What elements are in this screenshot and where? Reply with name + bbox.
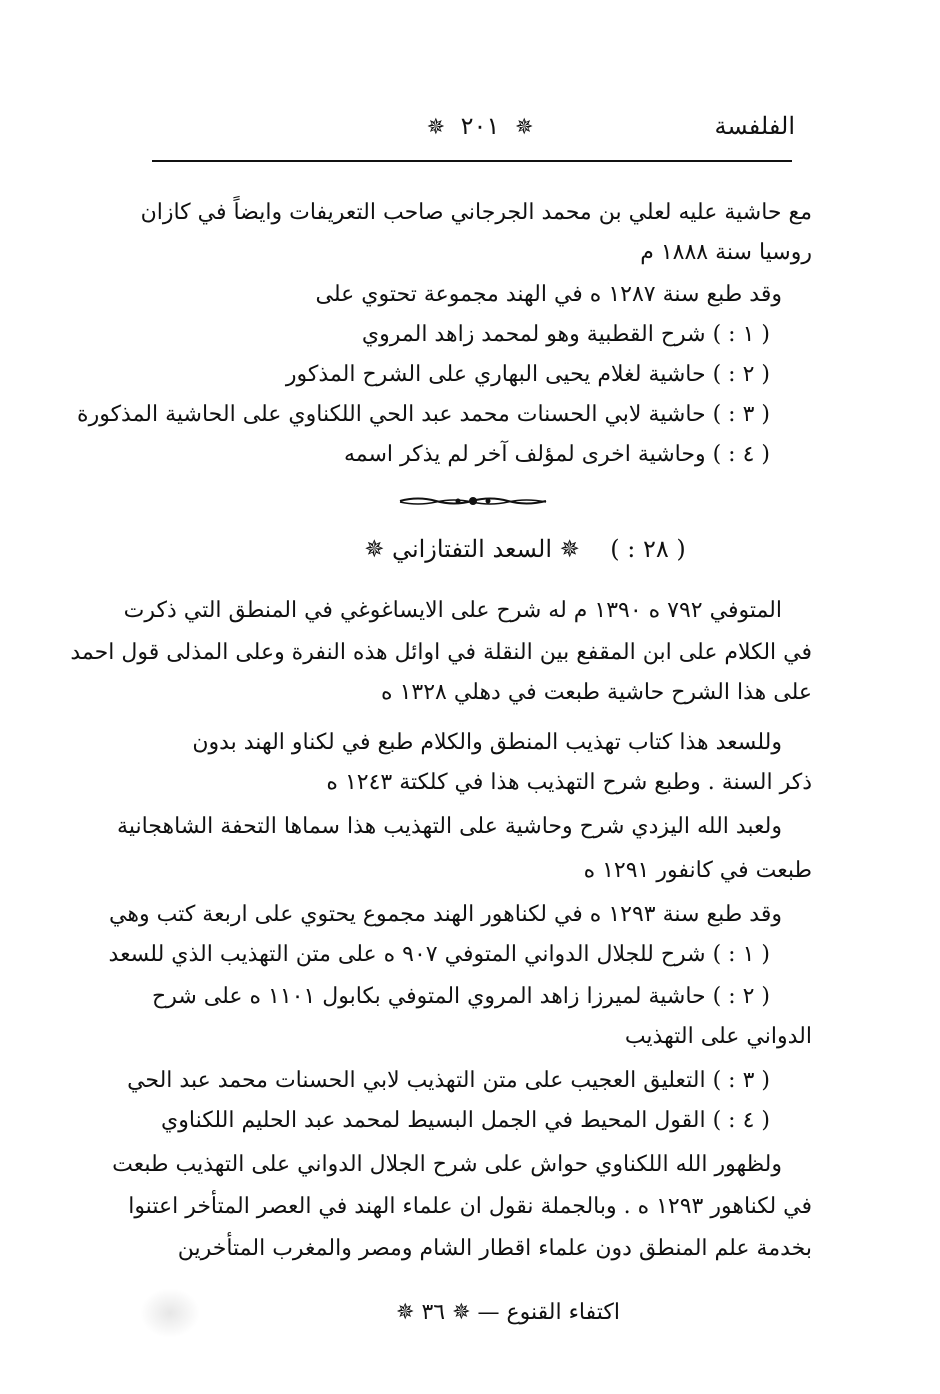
- page-header: [150, 112, 795, 152]
- text-line: روسيا سنة ١٨٨٨ م: [640, 240, 812, 265]
- ornament-star-icon: ✵: [452, 1300, 471, 1325]
- page-footer: [378, 1300, 638, 1340]
- text-line: على هذا الشرح حاشية طبعت في دهلي ١٣٢٨ ه: [381, 680, 812, 705]
- text-line: وللسعد هذا كتاب تهذيب المنطق والكلام طبع في لكناو الهند بدون: [192, 730, 782, 755]
- list-item: ( ١ : ) شرح للجلال الدواني المتوفي ٩٠٧ ه على متن التهذيب الذي للسعد: [108, 942, 770, 967]
- text-line: بخدمة علم المنطق دون علماء اقطار الشام ومصر والمغرب المتأخرين: [177, 1236, 812, 1261]
- section-number: ( ٢٨ : ): [610, 535, 686, 563]
- list-item: ( ٣ : ) التعليق العجيب على متن التهذيب لابي الحسنات محمد عبد الحي: [127, 1068, 770, 1093]
- text-line: ولظهور الله اللكناوي حواش على شرح الجلال الدواني على التهذيب طبعت: [112, 1152, 782, 1177]
- page-number: ٢٠١: [460, 112, 500, 140]
- section-heading: [360, 535, 690, 571]
- text-line: طبعت في كانفور ١٢٩١ ه: [583, 858, 812, 883]
- ornament-star-icon: ✵: [396, 1300, 415, 1325]
- text-line: ذكر السنة . وطبع شرح التهذيب هذا في كلكتة ١٢٤٣ ه: [326, 770, 812, 795]
- text-line: في لكناهور ١٢٩٣ ه . وبالجملة نقول ان علماء الهند في العصر المتأخر اعتنوا: [128, 1194, 812, 1219]
- footer-text: اكتفاء القنوع —: [477, 1300, 620, 1325]
- running-title: الفلفسة: [714, 112, 795, 140]
- text-line: في الكلام على ابن المقفع بين النقلة في اوائل هذه النفرة وعلى المذلى قول احمد: [70, 640, 812, 665]
- list-item: ( ٤ : ) وحاشية اخرى لمؤلف آخر لم يذكر اسمه: [343, 442, 770, 467]
- section-title: السعد التفتازاني: [391, 535, 553, 563]
- text-line: وقد طبع سنة ١٢٩٣ ه في لكناهور الهند مجموع يحتوي على اربعة كتب وهي: [109, 902, 782, 927]
- list-item: ( ٣ : ) حاشية لابي الحسنات محمد عبد الحي اللكناوي على الحاشية المذكورة: [77, 402, 770, 427]
- section-divider-ornament: [398, 494, 548, 508]
- footer-number: ٣٦: [421, 1300, 446, 1325]
- text-line: ولعبد الله اليزدي شرح وحاشية على التهذيب هذا سماها التحفة الشاهجانية: [117, 814, 782, 839]
- list-item: ( ١ : ) شرح القطبية وهو لمحمد زاهد المروي: [361, 322, 770, 347]
- list-item: ( ٢ : ) حاشية لميرزا زاهد المروي المتوفي بكابول ١١٠١ ه على شرح: [152, 984, 770, 1009]
- ornament-star-icon: ✵: [559, 535, 580, 563]
- ornament-star-icon: ✵: [514, 115, 534, 140]
- ornament-star-icon: ✵: [364, 535, 385, 563]
- text-line: المتوفي ٧٩٢ ه ١٣٩٠ م له شرح على الايساغوغي في المنطق التي ذكرت: [123, 598, 782, 623]
- header-rule: [152, 160, 792, 162]
- ornament-star-icon: ✵: [426, 115, 446, 140]
- list-item: ( ٤ : ) القول المحيط في الجمل البسيط لمحمد عبد الحليم اللكناوي: [161, 1108, 770, 1133]
- text-line: الدواني على التهذيب: [624, 1024, 812, 1049]
- text-line: وقد طبع سنة ١٢٨٧ ه في الهند مجموعة تحتوي على: [315, 282, 782, 307]
- page-number-group: [415, 112, 545, 140]
- paper-stain: [140, 1288, 200, 1338]
- list-item: ( ٢ : ) حاشية لغلام يحيى البهاري على الشرح المذكور: [285, 362, 770, 387]
- text-line: مع حاشية عليه لعلي بن محمد الجرجاني صاحب التعريفات وايضاً في كازان: [140, 200, 812, 225]
